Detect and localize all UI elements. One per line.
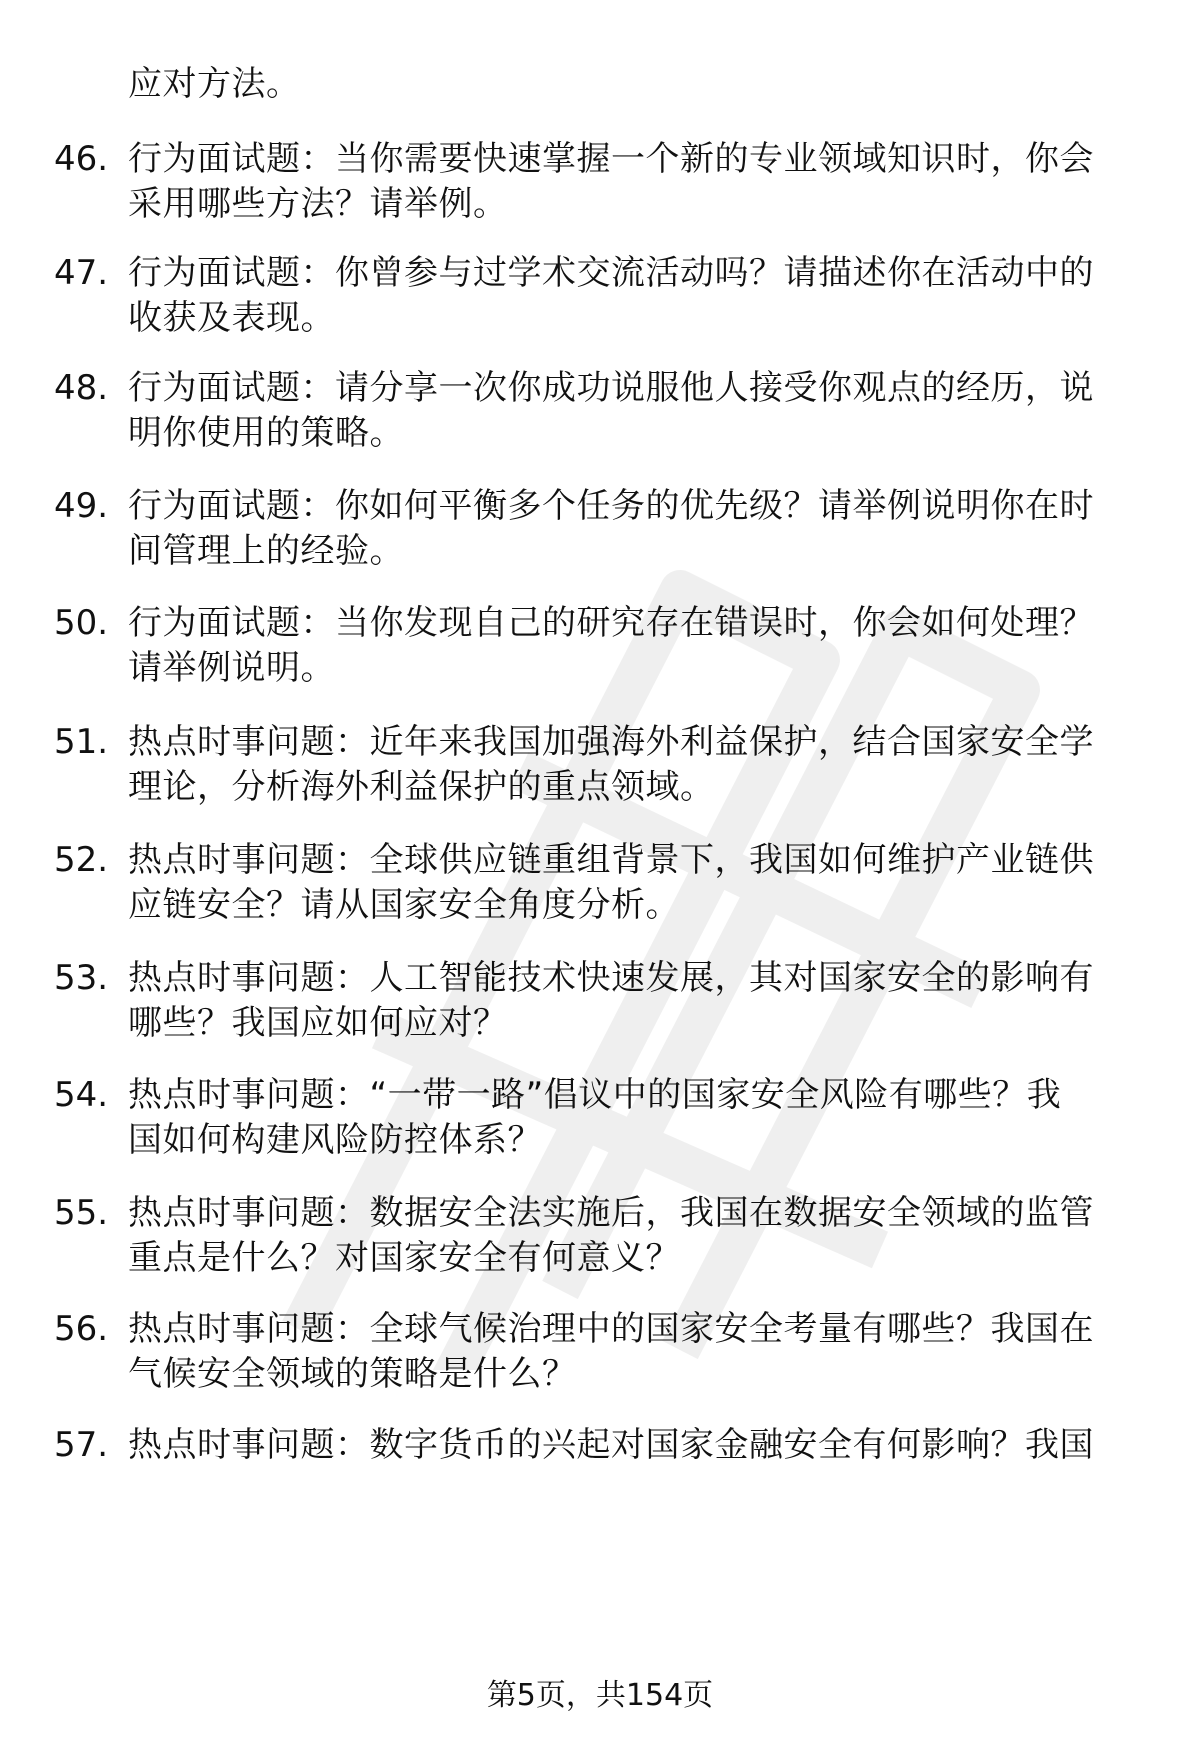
question-text-line: 热点时事问题：全球气候治理中的国家安全考量有哪些？我国在: [128, 1309, 1094, 1349]
question-number: 49.: [54, 486, 109, 526]
question-number: 51.: [54, 722, 109, 762]
question-number: 47.: [54, 253, 109, 293]
question-text-line: 重点是什么？对国家安全有何意义？: [128, 1238, 680, 1278]
question-text-line: 应链安全？请从国家安全角度分析。: [128, 885, 680, 925]
question-number: 46.: [54, 139, 109, 179]
question-text-line: 气候安全领域的策略是什么？: [128, 1354, 577, 1394]
question-text-line: 采用哪些方法？请举例。: [128, 184, 508, 224]
question-text-line: 热点时事问题：数字货币的兴起对国家金融安全有何影响？我国: [128, 1425, 1094, 1465]
continuation-text: 应对方法。: [128, 64, 301, 104]
question-text-line: 行为面试题：请分享一次你成功说服他人接受你观点的经历，说: [128, 368, 1094, 408]
question-number: 50.: [54, 603, 109, 643]
question-text-line: 热点时事问题：“一带一路”倡议中的国家安全风险有哪些？我: [128, 1075, 1062, 1115]
question-text-line: 热点时事问题：人工智能技术快速发展，其对国家安全的影响有: [128, 958, 1094, 998]
question-number: 48.: [54, 368, 109, 408]
question-text-line: 热点时事问题：全球供应链重组背景下，我国如何维护产业链供: [128, 840, 1094, 880]
question-number: 57.: [54, 1425, 109, 1465]
question-text-line: 热点时事问题：数据安全法实施后，我国在数据安全领域的监管: [128, 1193, 1094, 1233]
question-text-line: 行为面试题：你如何平衡多个任务的优先级？请举例说明你在时: [128, 486, 1094, 526]
question-text-line: 理论，分析海外利益保护的重点领域。: [128, 767, 715, 807]
question-text-line: 行为面试题：你曾参与过学术交流活动吗？请描述你在活动中的: [128, 253, 1094, 293]
question-text-line: 哪些？我国应如何应对？: [128, 1003, 508, 1043]
question-text-line: 间管理上的经验。: [128, 531, 404, 571]
question-text-line: 收获及表现。: [128, 298, 335, 338]
question-text-line: 明你使用的策略。: [128, 413, 404, 453]
question-number: 56.: [54, 1309, 109, 1349]
question-text-line: 行为面试题：当你发现自己的研究存在错误时，你会如何处理？: [128, 603, 1094, 643]
question-number: 52.: [54, 840, 109, 880]
page-footer: 第5页，共154页: [486, 1678, 714, 1713]
question-text-line: 行为面试题：当你需要快速掌握一个新的专业领域知识时，你会: [128, 139, 1094, 179]
question-text-line: 国如何构建风险防控体系？: [128, 1120, 542, 1160]
question-text-line: 请举例说明。: [128, 648, 335, 688]
question-text-line: 热点时事问题：近年来我国加强海外利益保护，结合国家安全学: [128, 722, 1094, 762]
question-number: 55.: [54, 1193, 109, 1233]
question-number: 54.: [54, 1075, 109, 1115]
question-number: 53.: [54, 958, 109, 998]
